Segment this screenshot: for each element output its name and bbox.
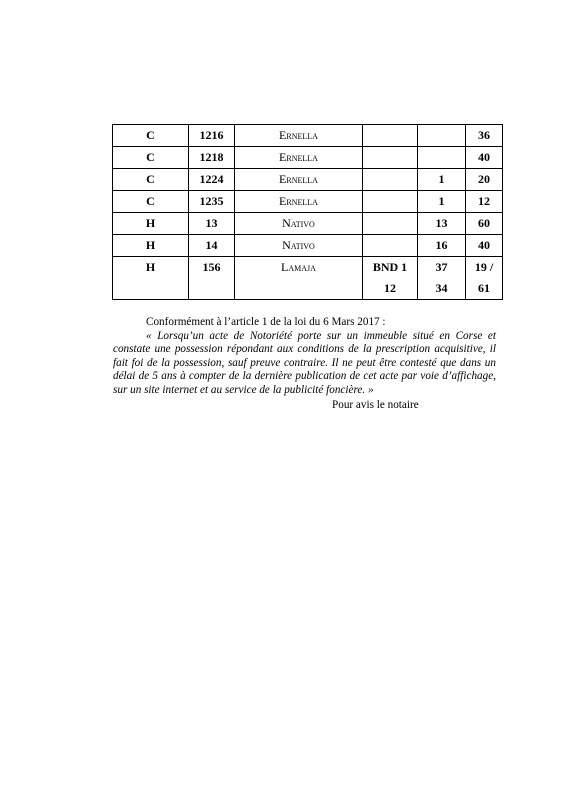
parcel-number-cell [189,257,235,300]
place-name-cell: Ernella [235,191,363,213]
place-name-cell [235,257,363,300]
centiares-cell: 40 [466,235,503,257]
section-value: H [145,260,156,274]
centiares-cell: 12 [466,191,503,213]
parcel-number-cell: 1224 [189,169,235,191]
centiares-line-2: 61 [478,281,490,295]
place-name-cell: Ernella [235,125,363,147]
notary-signature: Pour avis le notaire [332,399,419,411]
parcel-number-value: 156 [202,260,221,274]
ares-cell: 1 [418,169,466,191]
hectares-cell [363,191,418,213]
parcel-number-cell: 14 [189,235,235,257]
centiares-cell: 36 [466,125,503,147]
section-cell: C [113,147,189,169]
centiares-cell: 40 [466,147,503,169]
section-cell [113,257,189,300]
parcel-number-cell: 1235 [189,191,235,213]
table-row [113,257,503,300]
ares-cell: 13 [418,213,466,235]
ares-line-1: 37 [435,260,448,274]
law-reference: Conformément à l’article 1 de la loi du 6 Mars 2017 : [146,316,386,328]
ares-cell [418,125,466,147]
section-cell: C [113,191,189,213]
law-quote: « Lorsqu’un acte de Notoriété porte sur un immeuble situé en Corse et constate une possession répondant aux conditions de la prescription acquisitive, il fait foi de la possession, sauf preuve contraire. Il ne peut être contesté que dans un délai de 5 ans à compter de la dernière publication de cet acte par voie d’affichage, sur un site internet et au service de la publicité foncière. » [113,329,496,396]
legal-notice [113,316,496,413]
hectares-cell [363,125,418,147]
place-name-cell: Nativo [235,213,363,235]
hectares-cell [363,213,418,235]
table-row [113,235,503,257]
hectares-cell [363,235,418,257]
place-name-cell: Nativo [235,235,363,257]
section-cell: C [113,169,189,191]
centiares-cell [466,257,503,300]
ares-line-2: 34 [435,281,448,295]
section-cell: C [113,125,189,147]
centiares-cell: 60 [466,213,503,235]
centiares-cell: 20 [466,169,503,191]
ares-cell: 16 [418,235,466,257]
table-row [113,125,503,147]
parcel-number-cell: 1218 [189,147,235,169]
place-name-cell: Ernella [235,169,363,191]
table-row [113,191,503,213]
hectares-cell [363,147,418,169]
parcel-table [112,124,503,300]
section-cell: H [113,213,189,235]
hectares-cell [363,169,418,191]
table-row [113,169,503,191]
place-name-value: Lamaja [281,260,316,274]
ares-cell [418,147,466,169]
ares-cell [418,257,466,300]
centiares-line-1: 19 / [474,260,494,274]
hectares-cell [363,257,418,300]
table-row [113,213,503,235]
parcel-number-cell: 1216 [189,125,235,147]
section-cell: H [113,235,189,257]
ares-cell: 1 [418,191,466,213]
parcel-number-cell: 13 [189,213,235,235]
hectares-line-1: BND 1 [372,260,408,274]
place-name-cell: Ernella [235,147,363,169]
hectares-line-2: 12 [384,281,396,295]
table-row [113,147,503,169]
